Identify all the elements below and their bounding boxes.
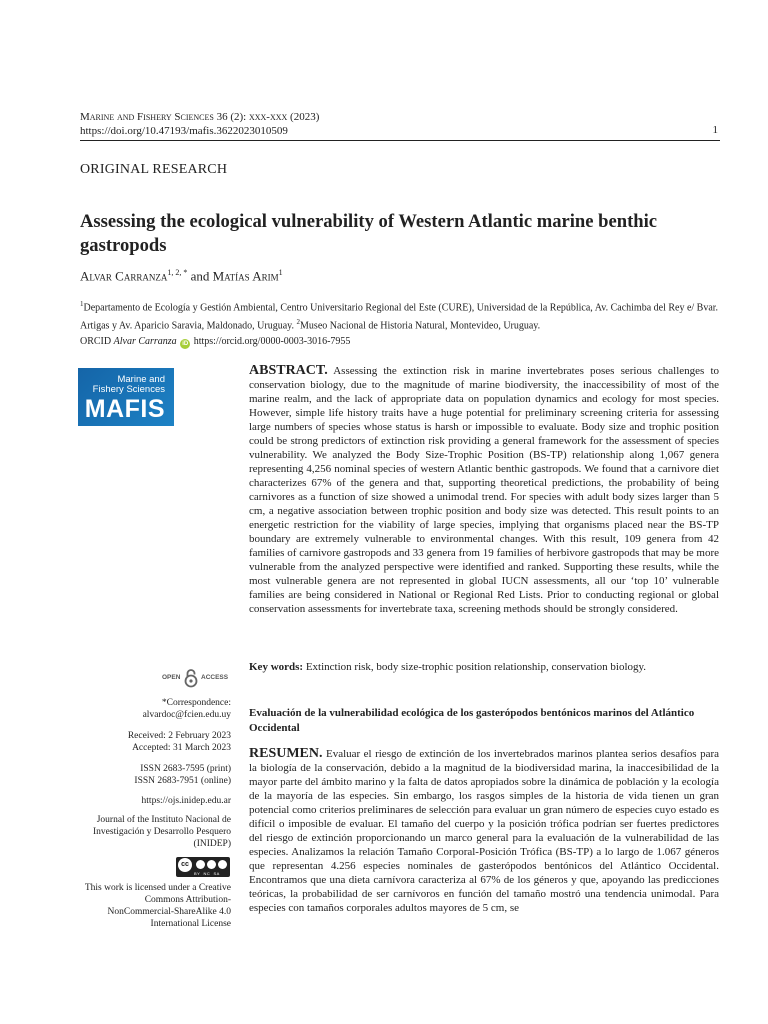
author-affiliation-marker: 1, 2, * (167, 268, 188, 277)
open-access-lock-icon (184, 668, 198, 688)
header-rule (80, 140, 720, 141)
article-dates (128, 730, 231, 754)
institution-line: (INIDEP) (193, 839, 231, 849)
keywords-label: Key words: (249, 661, 304, 673)
accepted-date: Accepted: 31 March 2023 (132, 743, 231, 753)
running-header (80, 110, 319, 138)
logo-wordmark: MAFIS (84, 395, 165, 423)
license-line: International License (150, 919, 231, 929)
keywords-text: Extinction risk, body size-trophic position relationship, conservation biology. (303, 661, 647, 673)
spanish-title: Evaluación de la vulnerabilidad ecológica de los gasterópodos bentónicos marinos del Atlántico Occidental (249, 707, 695, 734)
open-access-text: OPEN (162, 674, 181, 681)
abstract-text: Assessing the extinction risk in marine invertebrates poses serious challenges to conservation biology, due to the magnitude of marine biodiversity, the inaccessibility of most of the marine realm, and the lack of appropriate data on population dynamics and ecology for most species. However, simple life history traits have a huge potential for preliminary screening criteria for assessing large numbers of species whose status is harsh or impossible to evaluate. Body size and trophic position could be strong predictors of extinction risk providing a general framework for the assessment of species vulnerability. We analyzed the Body Size-Trophic Position (BS-TP) relationship along 1,067 genera representing 4,256 nominal species of western Atlantic benthic gastropods. We found that a carnivore diet characterizes 67% of the genera and that, supporting theoretical predictions, the probability of being carnivores as a function of size showed a unimodal trend. For species with adult body sizes larger than 5 cm, a negative association between trophic position and body size was detected. This result points to an energetic restriction for the viability of large species, implying that organisms placed near the BS-TP boundary are extremely vulnerable to environmental changes. With this result, 109 genera from 42 families of carnivore gastropods and 33 genera from 19 families of herbivore gastropods that may be more vulnerable from the analyzed perspective were identified and ranked. Supporting these results, while the most vulnerable genera are not represented in global IUCN assessments, all our ‘top 10’ vulnerable families are being considered in National or Regional Red Lists. Prior to conducting regional or global conservation assessments for invertebrate taxa, screening methods should be strongly considered. (249, 365, 719, 615)
license-line: This work is licensed under a Creative (84, 883, 231, 893)
issn-block (134, 763, 231, 787)
orcid-author: Alvar Carranza (113, 335, 177, 347)
affiliation-marker: 1 (80, 300, 84, 308)
affiliation-marker: 2 (296, 318, 301, 327)
orcid-label: ORCID (80, 335, 114, 347)
license-text (85, 882, 231, 930)
keywords (249, 661, 719, 673)
logo-line: Marine and (117, 374, 165, 385)
institution-line: Investigación y Desarrollo Pesquero (93, 827, 231, 837)
cc-icon-label: BY NC SA (194, 871, 220, 876)
received-date: Received: 2 February 2023 (127, 731, 231, 741)
resumen-text: Evaluar el riesgo de extinción de los invertebrados marinos plantea serios desafíos para la biología de la conservación, debido a la magnitud de la biodiversidad marina, la inaccesibilidad de la mayor parte del ámbito marino y la falta de datos apropiados sobre la dinámica de población y la ecología de la mayoría de las especies. Sin embargo, los rasgos simples de la historia de vida tienen un gran potencial como criterios preliminares de selección para evaluar un gran número de especies cuyo estado es difícil o imposible de evaluar. El tamaño del cuerpo y la posición trófica podrían ser fuertes predictores del riesgo de extinción proporcionando un marco general para la evaluación de la vulnerabilidad de las especies. Analizamos la relación Tamaño Corporal-Posición Trófica (BS-TP) a lo largo de 1.067 géneros que representan 4.256 especies nominales de gasterópodos bentónicos del Atlántico Occidental. Encontramos que una dieta carnívora caracteriza al 67% de los géneros y que, apoyando las predicciones teóricas, la probabilidad de ser carnívoros en función del tamaño mostró una tendencia unimodal. Para especies con tamaños corporales adultos mayores de 5 cm, se (249, 748, 719, 914)
nc-icon (207, 860, 216, 869)
journal-citation: Marine and Fishery Sciences 36 (2): xxx-xxx (2023) (80, 111, 320, 123)
by-icon (196, 860, 205, 869)
affiliation-text: Departamento de Ecología y Gestión Ambiental, Centro Universitario Regional del Este (CURE), Universidad de la República, Av. Cachimba del Rey e/ Bvar. Artigas y Av. Aparicio Saravia, Maldonado, Uruguay. (80, 302, 719, 332)
author-name: Alvar Carranza (80, 268, 168, 284)
article-title: Assessing the ecological vulnerability of Western Atlantic marine benthic gastropods (80, 211, 658, 256)
author-line (80, 268, 283, 284)
license-line: Commons Attribution- (144, 895, 231, 905)
resumen (249, 747, 719, 915)
author-name: Matías Arim (212, 268, 279, 284)
correspondence (143, 697, 231, 721)
open-access-badge (160, 668, 232, 688)
journal-logo (78, 368, 174, 426)
author-conjunction: and (187, 268, 213, 284)
orcid-link[interactable]: https://orcid.org/0000-0003-3016-7955 (193, 335, 351, 347)
sa-icon (218, 860, 227, 869)
issn-online: ISSN 2683-7951 (online) (134, 776, 231, 786)
section-label: ORIGINAL RESEARCH (80, 162, 228, 177)
correspondence-email[interactable]: alvardoc@fcien.edu.uy (142, 710, 231, 720)
cc-icon: cc (178, 858, 192, 872)
doi-link[interactable]: https://doi.org/10.47193/mafis.3622023010509 (80, 125, 288, 137)
logo-line: Fishery Sciences (92, 384, 165, 395)
issn-print: ISSN 2683-7595 (print) (140, 764, 231, 774)
resumen-label: RESUMEN. (249, 746, 323, 761)
page-number: 1 (712, 124, 718, 136)
cc-license-icon[interactable] (176, 857, 230, 877)
affiliation-text: Museo Nacional de Historia Natural, Montevideo, Uruguay. (300, 320, 541, 332)
author-affiliation-marker: 1 (278, 268, 283, 277)
institution-info (93, 814, 231, 850)
journal-website[interactable]: https://ojs.inidep.edu.ar (141, 796, 231, 806)
institution-line: Journal of the Instituto Nacional de (96, 815, 231, 825)
license-line: NonCommercial-ShareAlike 4.0 (107, 907, 231, 917)
affiliations (80, 297, 720, 349)
open-access-text: ACCESS (201, 674, 229, 681)
abstract-label: ABSTRACT. (249, 363, 328, 378)
correspondence-label: *Correspondence: (161, 698, 231, 708)
abstract (249, 364, 719, 616)
orcid-icon: iD (182, 340, 189, 347)
